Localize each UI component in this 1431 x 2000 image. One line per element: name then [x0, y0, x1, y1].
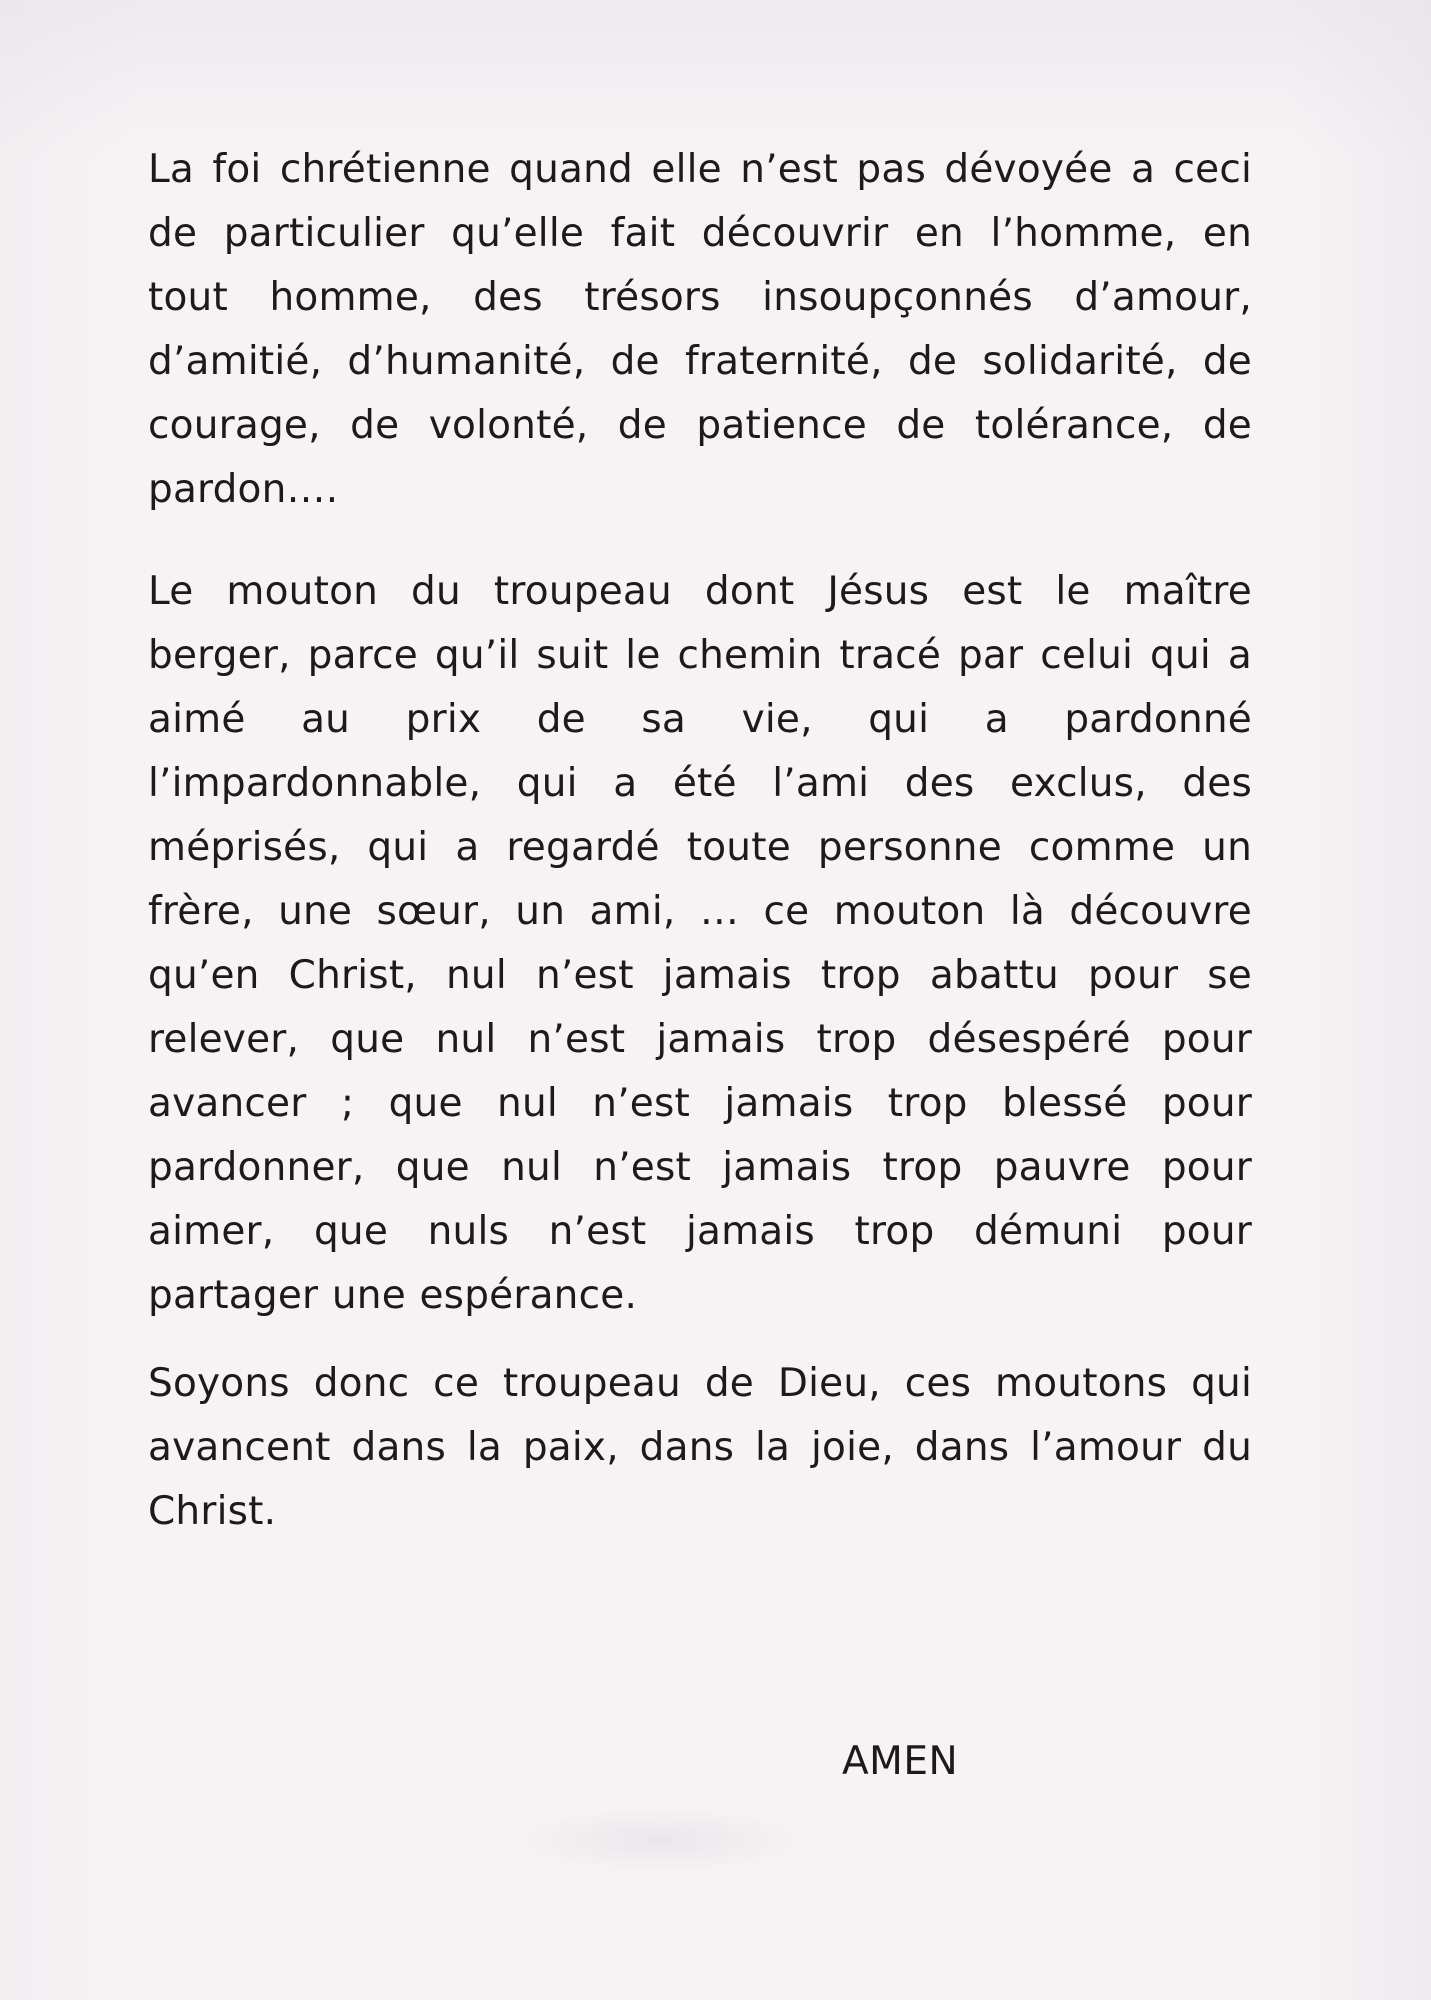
closing-amen: AMEN — [842, 1739, 959, 1784]
paragraph-sheep: Le mouton du troupeau dont Jésus est le maître berger, parce qu’il suit le chemin tracé par celui qui a aimé au prix de sa vie, qui a pardonné l’impardonnable, qui a été l’ami des exclus, des méprisés, qui a regardé toute personne comme un frère, une sœur, un ami, … ce mouton là découvre qu’en Christ, nul n’est jamais trop abattu pour se relever, que nul n’est jamais trop désespéré pour avancer ; que nul n’est jamais trop blessé pour pardonner, que nul n’est jamais trop pauvre pour aimer, que nuls n’est jamais trop démuni pour partager une espérance. — [148, 569, 1252, 1318]
paper-smudge — [500, 1805, 820, 1875]
paragraph-faith: La foi chrétienne quand elle n’est pas dévoyée a ceci de particulier qu’elle fait découvrir en l’homme, en tout homme, des trésors insoupçonnés d’amour, d’amitié, d’humanité, de fraternité, de solidarité, de courage, de volonté, de patience de tolérance, de pardon…. — [148, 147, 1252, 512]
paragraph-exhortation: Soyons donc ce troupeau de Dieu, ces moutons qui avancent dans la paix, dans la joie, dans l’amour du Christ. — [148, 1361, 1252, 1534]
